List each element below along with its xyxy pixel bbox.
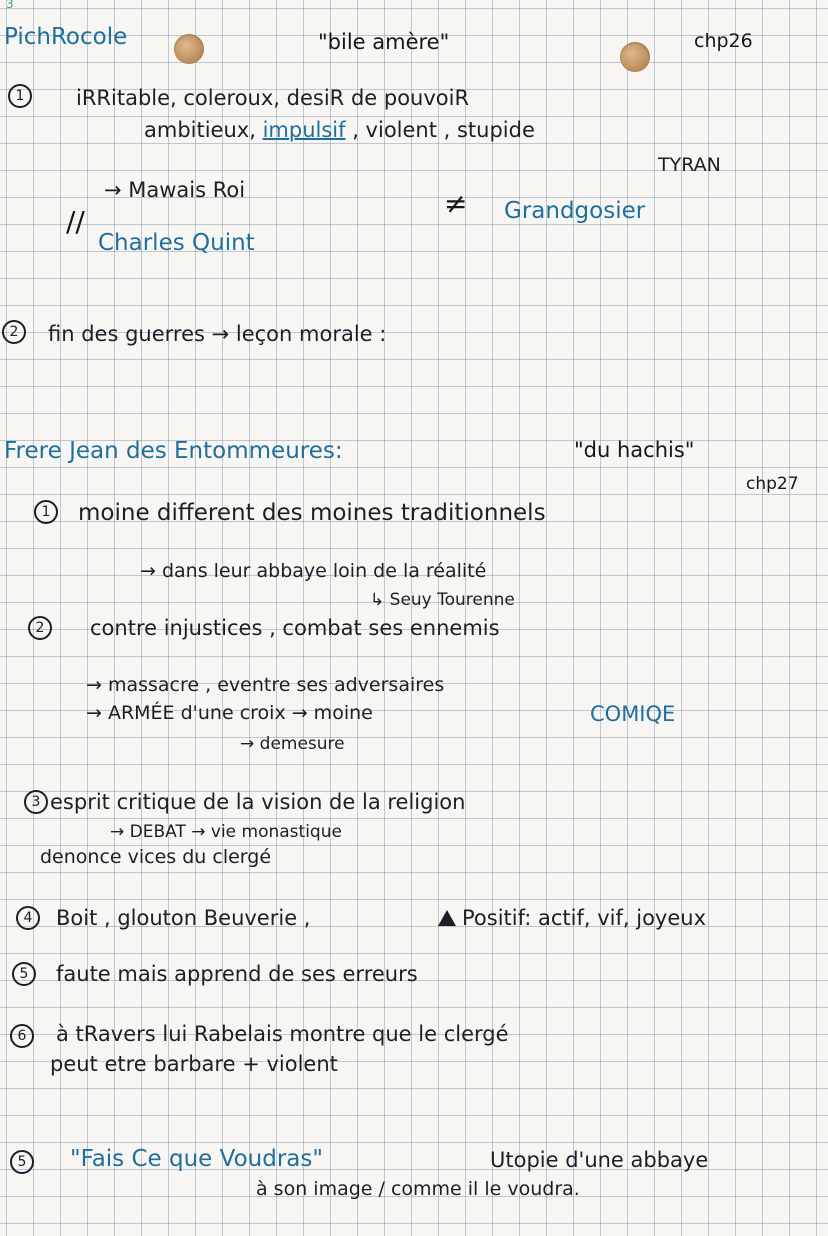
fj-a-travers: à tRavers lui Rabelais montre que le clergé <box>56 1022 509 1046</box>
punch-hole-right <box>620 42 650 72</box>
fj-number-6: 6 <box>10 1024 34 1048</box>
pichrocole-traits-line1: iRRitable, coleroux, desiR de pouvoiR <box>76 86 470 110</box>
fais-ce-que-voudras: "Fais Ce que Voudras" <box>70 1146 323 1172</box>
punch-hole-left <box>174 34 204 64</box>
fj-boit-glouton: Boit , glouton Beuverie , <box>56 906 311 930</box>
fj-denonce-vices: denonce vices du clergé <box>40 846 272 868</box>
fj-number-5: 5 <box>12 962 36 986</box>
fj-number-7: 5 <box>10 1150 34 1174</box>
fj-massacre: → massacre , eventre ses adversaires <box>86 674 445 696</box>
tyran-label: TYRAN <box>658 154 721 176</box>
fj-number-3: 3 <box>24 790 48 814</box>
fj-abbaye: → dans leur abbaye loin de la réalité <box>140 560 487 582</box>
mauvais-roi: → Mawais Roi <box>104 178 246 202</box>
fj-esprit-critique: esprit critique de la vision de la religion <box>50 790 466 814</box>
fj-faute: faute mais apprend de ses erreurs <box>56 962 418 986</box>
fj-positif: Positif: actif, vif, joyeux <box>462 906 707 930</box>
item-number-2: 2 <box>2 320 26 344</box>
fj-demesure: → demesure <box>240 734 345 754</box>
fj-contre-injustices: contre injustices , combat ses ennemis <box>90 616 500 640</box>
utopie-abbaye: Utopie d'une abbaye <box>490 1148 709 1172</box>
warning-triangle-icon <box>438 910 456 926</box>
fj-peut-etre-barbare: peut etre barbare + violent <box>50 1052 338 1076</box>
fj-number-2: 2 <box>28 616 52 640</box>
header-chapter: chp26 <box>694 30 753 52</box>
parallel-symbol: // <box>66 205 85 238</box>
a-son-image: à son image / comme il le voudra. <box>256 1178 580 1200</box>
item-number-1: 1 <box>8 84 32 108</box>
header-quote: "bile amère" <box>318 30 450 54</box>
fj-debat: → DEBAT → vie monastique <box>110 822 342 842</box>
comique-label: COMIQE <box>590 702 676 726</box>
pichrocole-traits-line2 <box>144 120 535 141</box>
trait-impulsif: impulsif <box>262 118 346 142</box>
trait-ambitieux: ambitieux, <box>144 118 256 142</box>
fj-number-4: 4 <box>16 906 40 930</box>
fin-des-guerres: fin des guerres → leçon morale : <box>48 322 387 346</box>
grandgosier: Grandgosier <box>504 198 646 224</box>
charles-quint: Charles Quint <box>98 230 255 256</box>
corner-mark: 3 <box>6 0 14 11</box>
fj-moine-different: moine different des moines traditionnels <box>78 500 546 526</box>
section-title-pichrocole: PichRocole <box>4 24 128 50</box>
fj-seuy-tourenne: ↳ Seuy Tourenne <box>370 590 515 610</box>
fj-number-1: 1 <box>34 500 58 524</box>
fj-armee-croix: → ARMÉE d'une croix → moine <box>86 702 373 724</box>
frere-jean-quote: "du hachis" <box>574 438 695 462</box>
section-title-frere-jean: Frere Jean des Entommeures: <box>4 438 343 464</box>
trait-violent-stupide: , violent , stupide <box>352 118 535 142</box>
chapter-27: chp27 <box>746 474 799 494</box>
opposite-symbol: ≠ <box>444 187 468 220</box>
